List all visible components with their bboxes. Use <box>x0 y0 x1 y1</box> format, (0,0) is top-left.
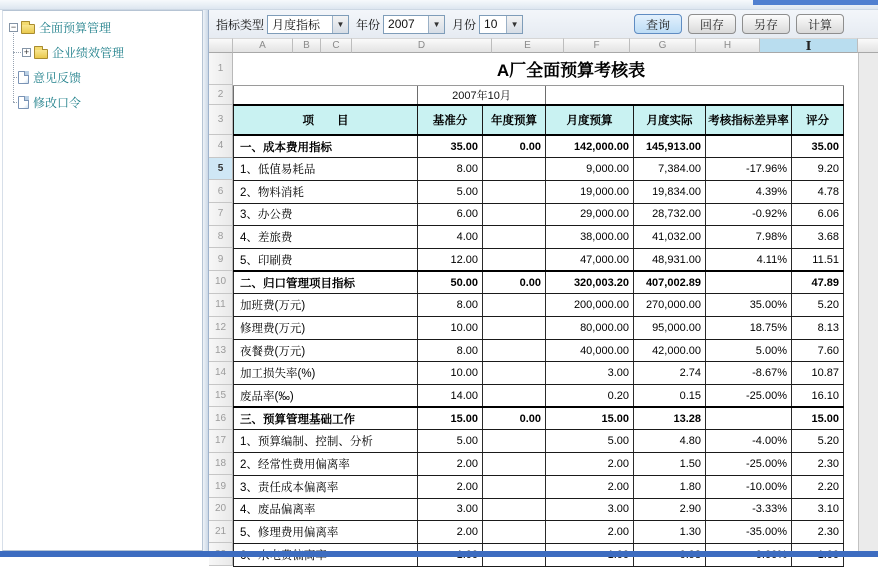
value-cell[interactable] <box>483 498 546 521</box>
spreadsheet-area <box>209 53 878 551</box>
indicator-type-label: 指标类型 <box>216 17 265 32</box>
chevron-down-icon[interactable]: ▼ <box>428 16 444 33</box>
table-column-header: 基准分 <box>418 105 483 135</box>
row-header-6[interactable]: 6 <box>209 180 233 203</box>
value-cell[interactable]: 47.89 <box>792 271 844 294</box>
query-toolbar <box>209 10 878 38</box>
item-name-cell[interactable]: 一、成本费用指标 <box>234 135 418 158</box>
value-cell[interactable]: 35.00% <box>706 294 792 317</box>
row-header-17[interactable]: 17 <box>209 430 233 453</box>
item-name-cell[interactable]: 2、经常性费用偏离率 <box>234 453 418 476</box>
item-name-cell[interactable]: 4、废品偏离率 <box>234 498 418 521</box>
value-cell[interactable]: -25.00% <box>706 385 792 408</box>
row-header-20[interactable]: 20 <box>209 498 233 521</box>
report-title: A厂全面预算考核表 <box>234 53 844 85</box>
tree-item[interactable] <box>9 90 81 115</box>
item-name-cell[interactable]: 加工损失率(%) <box>234 362 418 385</box>
row-header-21[interactable]: 21 <box>209 521 233 544</box>
action-button[interactable]: 计算 <box>796 14 844 34</box>
value-cell[interactable] <box>483 430 546 453</box>
value-cell[interactable]: 0.15 <box>634 385 706 408</box>
value-cell[interactable]: 8.13 <box>792 317 844 340</box>
tree-item[interactable] <box>9 65 81 90</box>
value-cell[interactable]: 142,000.00 <box>546 135 634 158</box>
value-cell[interactable]: -4.00% <box>706 430 792 453</box>
value-cell[interactable]: 9,000.00 <box>546 158 634 181</box>
value-cell[interactable]: 5.00 <box>546 430 634 453</box>
window-top-strip <box>0 0 878 10</box>
value-cell[interactable]: 6.06 <box>792 203 844 226</box>
value-cell[interactable]: 9.20 <box>792 158 844 181</box>
value-cell[interactable]: 2.00 <box>418 521 483 544</box>
value-cell[interactable]: 200,000.00 <box>546 294 634 317</box>
row-header-15[interactable]: 15 <box>209 385 233 408</box>
item-name-cell[interactable]: 2、物料消耗 <box>234 180 418 203</box>
value-cell[interactable]: 270,000.00 <box>634 294 706 317</box>
value-cell[interactable]: 5.00 <box>418 430 483 453</box>
value-cell[interactable]: 3.10 <box>792 498 844 521</box>
table-row <box>234 430 844 453</box>
value-cell[interactable]: 2.30 <box>792 521 844 544</box>
table-row <box>234 158 844 181</box>
value-cell[interactable]: 6.00 <box>418 203 483 226</box>
value-cell[interactable]: 35.00 <box>418 135 483 158</box>
year-value: 2007 <box>388 17 415 31</box>
expand-icon[interactable]: + <box>23 47 30 57</box>
column-header-D[interactable]: D <box>352 38 492 53</box>
budget-assessment-table <box>233 53 844 567</box>
value-cell[interactable]: 0.00 <box>483 135 546 158</box>
value-cell[interactable] <box>483 203 546 226</box>
item-name-cell[interactable]: 4、差旅费 <box>234 226 418 249</box>
row-header-16[interactable]: 16 <box>209 407 233 430</box>
column-header-row <box>209 38 878 53</box>
row-header-19[interactable]: 19 <box>209 475 233 498</box>
value-cell[interactable]: 8.00 <box>418 294 483 317</box>
select-all-corner[interactable] <box>209 38 233 53</box>
column-header-G[interactable]: G <box>630 38 696 53</box>
tree-item-label[interactable]: 修改口令 <box>33 96 82 110</box>
value-cell[interactable]: 4.39% <box>706 180 792 203</box>
column-header-H[interactable]: H <box>696 38 760 53</box>
sidebar-tree-panel <box>2 10 203 551</box>
query-button[interactable]: 查询 <box>634 14 682 34</box>
item-name-cell[interactable]: 修理费(万元) <box>234 317 418 340</box>
tree-item-label[interactable]: 意见反馈 <box>33 71 82 85</box>
value-cell[interactable]: 5.20 <box>792 430 844 453</box>
column-header-I[interactable] <box>760 38 858 53</box>
window-bottom-bar <box>0 551 878 557</box>
tree-item-label[interactable]: 全面预算管理 <box>39 21 112 35</box>
table-column-header: 年度预算 <box>483 105 546 135</box>
table-row <box>234 203 844 226</box>
month-label: 月份 <box>452 17 477 32</box>
table-column-header: 项 目 <box>234 105 418 135</box>
value-cell[interactable]: -10.00% <box>706 475 792 498</box>
row-header-5[interactable]: 5 <box>209 158 233 181</box>
sheet-right-margin <box>858 53 878 551</box>
value-cell[interactable] <box>483 294 546 317</box>
item-name-cell[interactable]: 夜餐费(万元) <box>234 339 418 362</box>
table-row <box>234 135 844 158</box>
document-icon <box>18 96 29 109</box>
value-cell[interactable]: 7.60 <box>792 339 844 362</box>
value-cell[interactable] <box>483 362 546 385</box>
value-cell[interactable] <box>483 453 546 476</box>
table-row <box>234 521 844 544</box>
table-row <box>234 226 844 249</box>
value-cell[interactable]: 10.00 <box>418 317 483 340</box>
chevron-down-icon[interactable]: ▼ <box>506 16 522 33</box>
tree-item[interactable] <box>9 15 111 40</box>
value-cell[interactable]: -25.00% <box>706 453 792 476</box>
value-cell[interactable]: 2.00 <box>418 475 483 498</box>
table-column-header: 考核指标差异率 <box>706 105 792 135</box>
year-label: 年份 <box>356 17 381 32</box>
column-header-E[interactable]: E <box>492 38 564 53</box>
value-cell[interactable]: 1.30 <box>634 521 706 544</box>
value-cell[interactable]: 145,913.00 <box>634 135 706 158</box>
value-cell[interactable]: 0.20 <box>546 385 634 408</box>
folder-icon <box>21 24 35 34</box>
table-row <box>234 339 844 362</box>
value-cell[interactable]: 320,003.20 <box>546 271 634 294</box>
value-cell[interactable] <box>706 271 792 294</box>
value-cell[interactable]: 7,384.00 <box>634 158 706 181</box>
table-column-header: 月度预算 <box>546 105 634 135</box>
table-row <box>234 180 844 203</box>
value-cell[interactable]: 1.80 <box>634 475 706 498</box>
column-header-C[interactable]: C <box>321 38 352 53</box>
value-cell[interactable] <box>483 226 546 249</box>
value-cell[interactable]: 15.00 <box>792 407 844 430</box>
value-cell[interactable]: 18.75% <box>706 317 792 340</box>
indicator-type-select[interactable] <box>267 15 349 34</box>
value-cell[interactable]: 28,732.00 <box>634 203 706 226</box>
row-header-13[interactable]: 13 <box>209 339 233 362</box>
report-period: 2007年10月 <box>418 85 546 105</box>
item-name-cell[interactable]: 5、修理费用偏离率 <box>234 521 418 544</box>
column-header-B[interactable]: B <box>293 38 321 53</box>
value-cell[interactable]: 3.00 <box>546 498 634 521</box>
value-cell[interactable]: 19,834.00 <box>634 180 706 203</box>
value-cell[interactable]: 35.00 <box>792 135 844 158</box>
value-cell[interactable]: 7.98% <box>706 226 792 249</box>
column-header-end <box>858 38 878 53</box>
value-cell[interactable]: 47,000.00 <box>546 248 634 271</box>
collapse-icon[interactable]: − <box>10 22 17 32</box>
value-cell[interactable]: 3.00 <box>546 362 634 385</box>
value-cell[interactable]: -8.67% <box>706 362 792 385</box>
table-row <box>234 385 844 408</box>
value-cell[interactable]: -35.00% <box>706 521 792 544</box>
table-title-row <box>234 53 844 85</box>
indicator-type-value: 月度指标 <box>272 17 321 32</box>
value-cell[interactable]: 4.00 <box>418 226 483 249</box>
row-header-18[interactable]: 18 <box>209 453 233 476</box>
year-select[interactable] <box>383 15 445 34</box>
item-name-cell[interactable]: 1、低值易耗品 <box>234 158 418 181</box>
action-button[interactable]: 回存 <box>688 14 736 34</box>
table-period-row <box>234 85 844 105</box>
value-cell[interactable]: -0.92% <box>706 203 792 226</box>
month-value: 10 <box>484 17 498 31</box>
value-cell[interactable]: 95,000.00 <box>634 317 706 340</box>
table-row <box>234 498 844 521</box>
table-row <box>234 271 844 294</box>
chevron-down-icon[interactable]: ▼ <box>332 16 348 33</box>
value-cell[interactable]: 4.80 <box>634 430 706 453</box>
value-cell[interactable]: 2.00 <box>546 453 634 476</box>
value-cell[interactable]: 41,032.00 <box>634 226 706 249</box>
item-name-cell[interactable]: 3、办公费 <box>234 203 418 226</box>
value-cell[interactable]: 4.11% <box>706 248 792 271</box>
row-header-11[interactable]: 11 <box>209 294 233 317</box>
tree-item[interactable] <box>22 40 124 65</box>
value-cell[interactable]: 5.20 <box>792 294 844 317</box>
main-content <box>209 10 878 551</box>
value-cell[interactable]: 0.00 <box>483 271 546 294</box>
document-icon <box>18 71 29 84</box>
blank-cell <box>546 85 844 105</box>
value-cell[interactable]: 50.00 <box>418 271 483 294</box>
item-name-cell[interactable]: 1、预算编制、控制、分析 <box>234 430 418 453</box>
row-header-1[interactable]: 1 <box>209 53 233 85</box>
table-column-header: 月度实际 <box>634 105 706 135</box>
row-header-2[interactable]: 2 <box>209 85 233 105</box>
value-cell[interactable] <box>483 248 546 271</box>
text-cursor-icon: I <box>805 38 812 53</box>
value-cell[interactable]: 10.00 <box>418 362 483 385</box>
item-name-cell[interactable]: 3、责任成本偏离率 <box>234 475 418 498</box>
table-row <box>234 317 844 340</box>
month-select[interactable] <box>479 15 523 34</box>
item-name-cell[interactable]: 二、归口管理项目指标 <box>234 271 418 294</box>
value-cell[interactable]: 2.00 <box>546 475 634 498</box>
value-cell[interactable]: 14.00 <box>418 385 483 408</box>
value-cell[interactable] <box>483 385 546 408</box>
window-top-right-accent <box>753 0 878 5</box>
value-cell[interactable]: 0.00 <box>483 407 546 430</box>
value-cell[interactable] <box>483 339 546 362</box>
value-cell[interactable]: 80,000.00 <box>546 317 634 340</box>
action-button[interactable]: 另存 <box>742 14 790 34</box>
value-cell[interactable]: 8.00 <box>418 339 483 362</box>
value-cell[interactable] <box>483 158 546 181</box>
table-header-row <box>234 105 844 135</box>
value-cell[interactable] <box>483 475 546 498</box>
value-cell[interactable] <box>706 407 792 430</box>
value-cell[interactable]: 15.00 <box>418 407 483 430</box>
value-cell[interactable]: 42,000.00 <box>634 339 706 362</box>
row-header-12[interactable]: 12 <box>209 317 233 340</box>
tree-item-label[interactable]: 企业绩效管理 <box>52 46 125 60</box>
value-cell[interactable]: 29,000.00 <box>546 203 634 226</box>
row-header-8[interactable]: 8 <box>209 226 233 249</box>
item-name-cell[interactable]: 三、预算管理基础工作 <box>234 407 418 430</box>
value-cell[interactable]: 48,931.00 <box>634 248 706 271</box>
value-cell[interactable]: 19,000.00 <box>546 180 634 203</box>
value-cell[interactable]: 1.50 <box>634 453 706 476</box>
row-header-14[interactable]: 14 <box>209 362 233 385</box>
value-cell[interactable]: 2.00 <box>546 521 634 544</box>
row-header-4[interactable]: 4 <box>209 135 233 158</box>
item-name-cell[interactable]: 5、印刷费 <box>234 248 418 271</box>
value-cell[interactable] <box>483 521 546 544</box>
value-cell[interactable]: 2.74 <box>634 362 706 385</box>
table-row <box>234 475 844 498</box>
value-cell[interactable]: 2.20 <box>792 475 844 498</box>
row-header-7[interactable]: 7 <box>209 203 233 226</box>
table-row <box>234 407 844 430</box>
value-cell[interactable] <box>483 180 546 203</box>
table-row <box>234 362 844 385</box>
column-header-F[interactable]: F <box>564 38 630 53</box>
table-row <box>234 248 844 271</box>
value-cell[interactable]: -17.96% <box>706 158 792 181</box>
value-cell[interactable] <box>706 135 792 158</box>
item-name-cell[interactable]: 加班费(万元) <box>234 294 418 317</box>
value-cell[interactable]: -3.33% <box>706 498 792 521</box>
value-cell[interactable]: 5.00% <box>706 339 792 362</box>
value-cell[interactable]: 13.28 <box>634 407 706 430</box>
row-header-column <box>209 53 233 566</box>
value-cell[interactable]: 5.00 <box>418 180 483 203</box>
value-cell[interactable]: 10.87 <box>792 362 844 385</box>
value-cell[interactable]: 15.00 <box>546 407 634 430</box>
row-header-3[interactable]: 3 <box>209 105 233 135</box>
table-column-header: 评分 <box>792 105 844 135</box>
value-cell[interactable]: 11.51 <box>792 248 844 271</box>
value-cell[interactable]: 3.68 <box>792 226 844 249</box>
value-cell[interactable]: 2.90 <box>634 498 706 521</box>
value-cell[interactable]: 2.00 <box>418 453 483 476</box>
value-cell[interactable]: 38,000.00 <box>546 226 634 249</box>
value-cell[interactable]: 407,002.89 <box>634 271 706 294</box>
row-header-10[interactable]: 10 <box>209 271 233 294</box>
value-cell[interactable]: 2.30 <box>792 453 844 476</box>
folder-icon <box>34 49 48 59</box>
value-cell[interactable]: 12.00 <box>418 248 483 271</box>
column-header-A[interactable]: A <box>233 38 293 53</box>
value-cell[interactable]: 4.78 <box>792 180 844 203</box>
value-cell[interactable]: 16.10 <box>792 385 844 408</box>
toolbar-buttons <box>634 14 844 34</box>
value-cell[interactable]: 8.00 <box>418 158 483 181</box>
table-row <box>234 294 844 317</box>
value-cell[interactable]: 3.00 <box>418 498 483 521</box>
row-header-9[interactable]: 9 <box>209 248 233 271</box>
value-cell[interactable] <box>483 317 546 340</box>
blank-cell <box>234 85 418 105</box>
value-cell[interactable]: 40,000.00 <box>546 339 634 362</box>
item-name-cell[interactable]: 废品率(‰) <box>234 385 418 408</box>
table-row <box>234 453 844 476</box>
